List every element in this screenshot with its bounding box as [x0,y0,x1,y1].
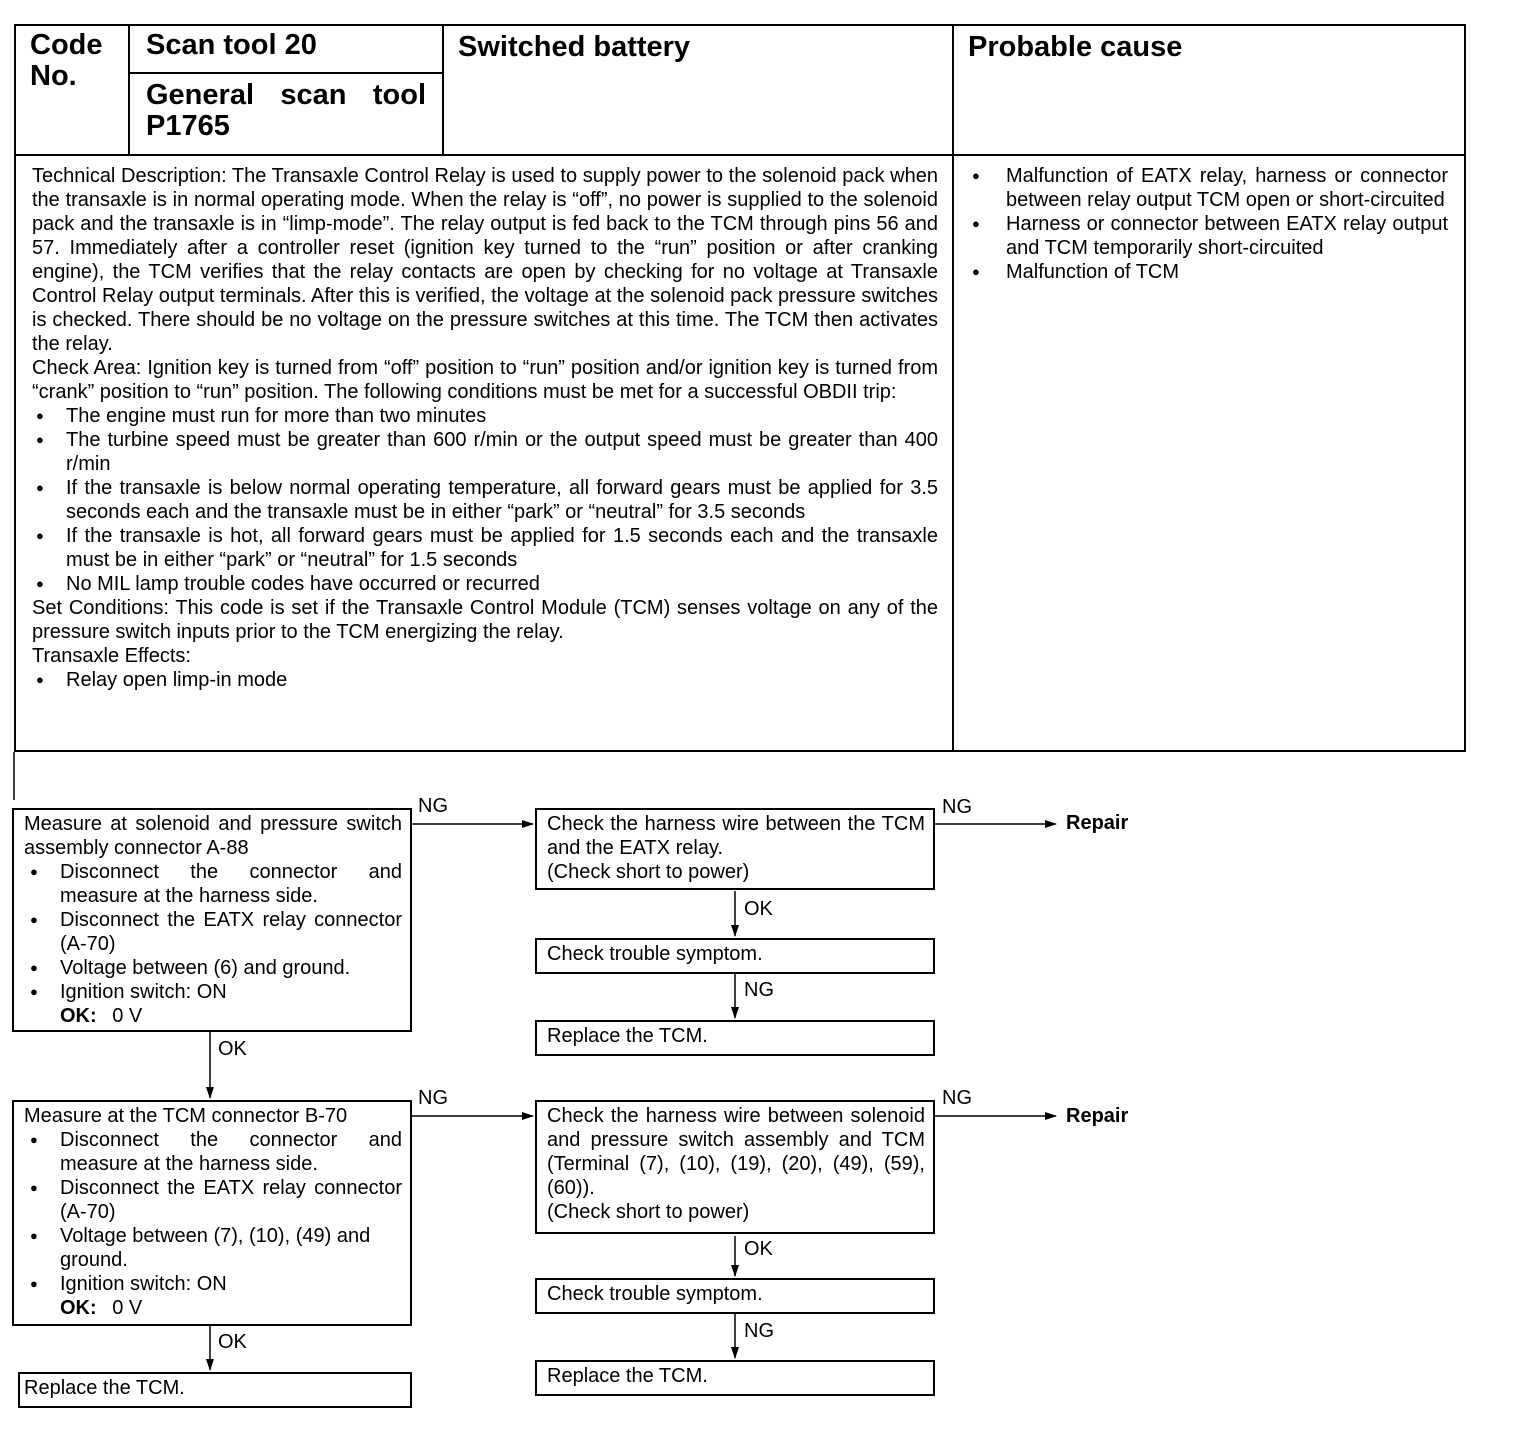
probable-cause-item: ● Malfunction of TCM [968,260,1448,284]
step2-replace-box [535,1360,935,1396]
final-replace-box [18,1372,412,1408]
ok-label: OK [744,898,773,920]
step1-item: ● Disconnect the EATX relay connector (A-70) [24,908,402,956]
ng-label: NG [942,1087,972,1109]
probable-cause-title: Probable cause [968,31,1183,63]
ok-criteria-label: OK: [60,1005,97,1027]
ng-label: NG [418,1087,448,1109]
step1-replace-box [535,1020,935,1056]
check-area: Check Area: Ignition key is turned from “off” position to “run” position and/or ignition key is turned from “crank” position to “run” position. The following conditions must be met for a successful OBDII trip: [32,357,938,403]
ok-label: OK [218,1331,247,1353]
code-no-label: Code No. [30,29,103,92]
step1-ng-text: Check the harness wire between the TCM and the EATX relay. [547,813,925,859]
condition-item: ● No MIL lamp trouble codes have occurred or recurred [32,572,938,596]
step2-item: ● Ignition switch: ON [24,1272,402,1296]
step1-item: ● Ignition switch: ON [24,980,402,1004]
condition-item: ● If the transaxle is hot, all forward gears must be applied for 1.5 seconds each and the transaxle must be in either “park” or “neutral” for 1.5 seconds [32,524,938,572]
step2-ng-text: Check the harness wire between solenoid and pressure switch assembly and TCM (Terminal (7), (10), (19), (20), (49), (59), (60)). [547,1105,925,1199]
ng-label: NG [418,795,448,817]
step1-ng-note: (Check short to power) [547,861,750,883]
step2-item: ● Disconnect the EATX relay connector (A-70) [24,1176,402,1224]
final-replace-text: Replace the TCM. [24,1377,185,1399]
step1-ok-line [24,1004,402,1028]
step1-measure-box [12,808,412,1032]
ok-criteria-value: 0 V [112,1005,143,1027]
step1-replace-text: Replace the TCM. [547,1025,708,1047]
step1-item: ● Disconnect the connector and measure at the harness side. [24,860,402,908]
step1-title: Measure at solenoid and pressure switch assembly connector A-88 [24,813,402,859]
general-scan-tool-label: General scan tool P1765 [146,79,426,142]
ok-label: OK [744,1238,773,1260]
page-title: Switched battery [458,31,691,63]
ng-label: NG [744,979,774,1001]
step1-ng-check-box [535,808,935,890]
step2-measure-box [12,1100,412,1326]
step2-symptom-text: Check trouble symptom. [547,1283,763,1305]
ng-label: NG [744,1320,774,1342]
step1-symptom-text: Check trouble symptom. [547,943,763,965]
condition-item: ● The engine must run for more than two minutes [32,404,938,428]
step2-title: Measure at the TCM connector B-70 [24,1105,348,1127]
step2-item: ● Voltage between (7), (10), (49) and ground. [24,1224,402,1272]
condition-item: ● The turbine speed must be greater than 600 r/min or the output speed must be greater than 400 r/min [32,428,938,476]
ok-criteria-value: 0 V [112,1297,143,1319]
probable-cause-item: ● Malfunction of EATX relay, harness or connector between relay output TCM open or short-circuited [968,164,1448,212]
step2-ok-line [24,1296,402,1320]
set-conditions: Set Conditions: This code is set if the Transaxle Control Module (TCM) senses voltage on any of the pressure switch inputs prior to the TCM energizing the relay. [32,597,938,643]
technical-description: Technical Description: The Transaxle Control Relay is used to supply power to the solenoid pack when the transaxle is in normal operating mode. When the relay is “off”, no power is supplied to the solenoid pack and the transaxle is in “limp-mode”. The relay output is fed back to the TCM through pins 56 and 57. Immediately after a controller reset (ignition key turned to the “run” position or after cranking engine), the TCM verifies that the relay contacts are open by checking for no voltage at Transaxle Control Relay output terminals. After this is verified, the voltage at the solenoid pack pressure switches is checked. There should be no voltage on the pressure switches at this time. The TCM then activates the relay. [32,165,939,355]
step2-item: ● Disconnect the connector and measure at the harness side. [24,1128,402,1176]
condition-item: ● If the transaxle is below normal operating temperature, all forward gears must be applied for 3.5 seconds each and the transaxle must be in either “park” or “neutral” for 3.5 seconds [32,476,938,524]
repair-label: Repair [1066,812,1129,834]
step1-item: ● Voltage between (6) and ground. [24,956,402,980]
step2-ng-check-box [535,1100,935,1234]
step2-ng-note: (Check short to power) [547,1201,750,1223]
repair-label: Repair [1066,1105,1129,1127]
step2-replace-text: Replace the TCM. [547,1365,708,1387]
ng-label: NG [942,796,972,818]
transaxle-effects-label: Transaxle Effects: [32,645,191,667]
step1-symptom-box [535,938,935,974]
probable-cause-item: ● Harness or connector between EATX relay output and TCM temporarily short-circuited [968,212,1448,260]
step2-symptom-box [535,1278,935,1314]
effect-item: ● Relay open limp-in mode [32,668,938,692]
scan-tool-label: Scan tool 20 [146,29,317,61]
ok-criteria-label: OK: [60,1297,97,1319]
ok-label: OK [218,1038,247,1060]
